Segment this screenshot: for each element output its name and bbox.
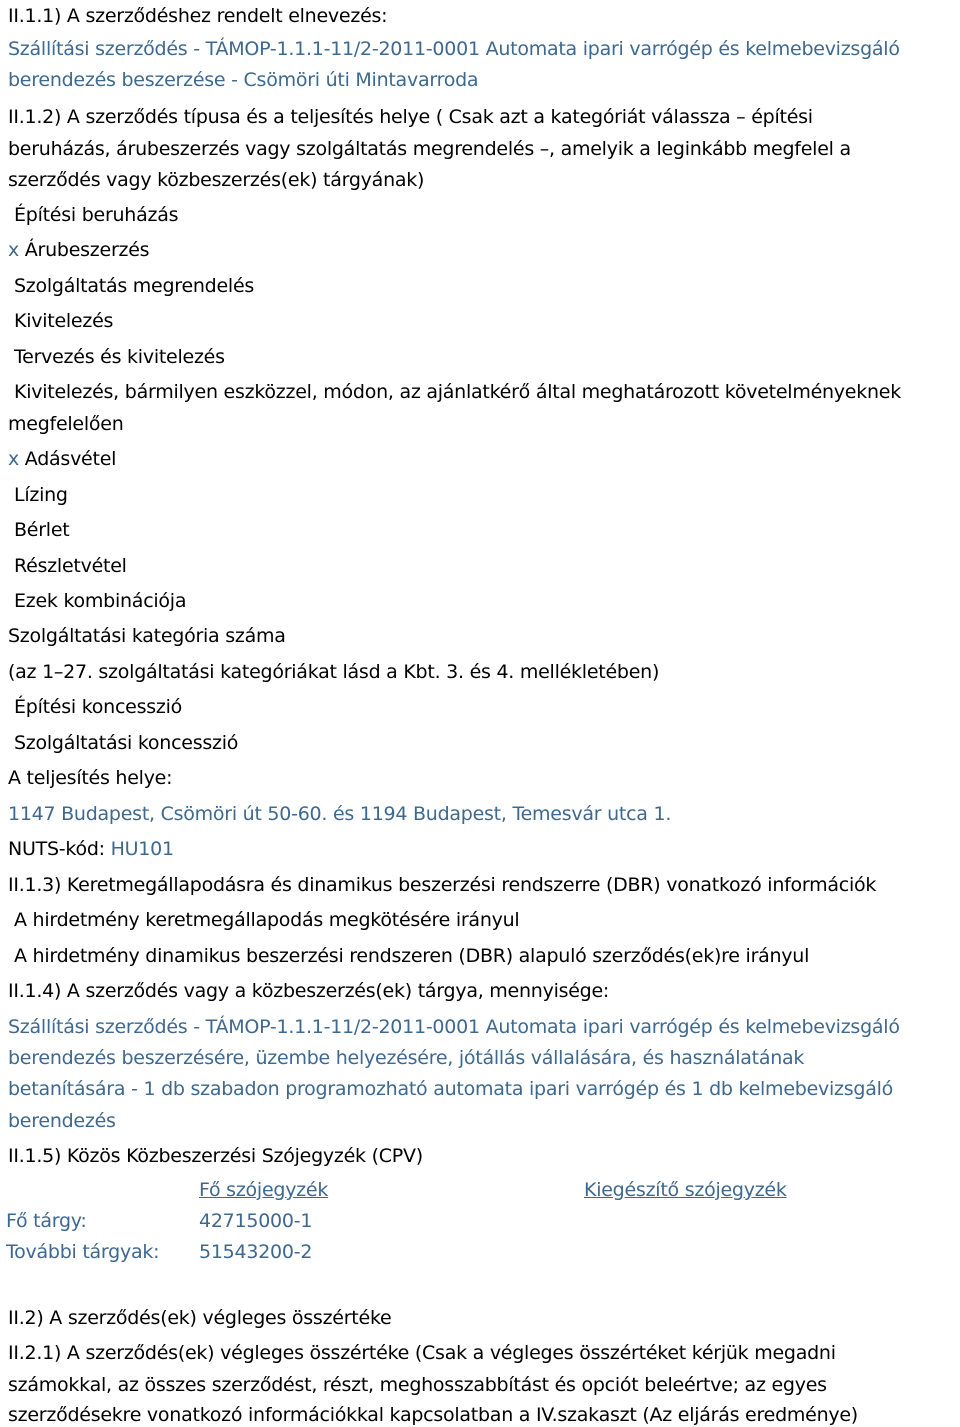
contract-subject-line-3: betanítására - 1 db szabadon programozható automata ipari varrógép és 1 db kelmebevizsgáló	[8, 1078, 894, 1100]
option-arubeszerzes	[8, 238, 149, 262]
option-epitesi-koncesszio: Építési koncesszió	[14, 696, 183, 718]
section-heading-ii-1-2-line-3: szerződés vagy közbeszerzés(ek) tárgyának)	[8, 169, 425, 191]
option-kivitelezes-barmilyen-line-2: megfelelően	[8, 413, 124, 435]
cpv-col-supplementary-vocabulary: Kiegészítő szójegyzék	[584, 1179, 787, 1201]
option-epitesi-beruhazas: Építési beruházás	[14, 204, 179, 226]
contract-name-line-1: Szállítási szerződés - TÁMOP-1.1.1-11/2-2011-0001 Automata ipari varrógép és kelmebevizsgáló	[8, 38, 900, 60]
section-heading-ii-1-3: II.1.3) Keretmegállapodásra és dinamikus beszerzési rendszerre (DBR) vonatkozó információk	[8, 874, 877, 896]
section-heading-ii-1-4: II.1.4) A szerződés vagy a közbeszerzés(ek) tárgya, mennyisége:	[8, 980, 610, 1002]
cpv-row-label-additional-objects: További tárgyak:	[6, 1241, 160, 1263]
selected-mark: x	[8, 239, 19, 261]
contract-subject-line-4: berendezés	[8, 1110, 116, 1132]
place-of-performance-value: 1147 Budapest, Csömöri út 50-60. és 1194 Budapest, Temesvár utca 1.	[8, 803, 672, 825]
cpv-row-code-additional-objects: 51543200-2	[199, 1241, 313, 1263]
contract-subject-line-2: berendezés beszerzésére, üzembe helyezésére, jótállás vállalására, és használatának	[8, 1047, 805, 1069]
option-reszletvetel: Részletvétel	[14, 555, 127, 577]
contract-subject-line-1: Szállítási szerződés - TÁMOP-1.1.1-11/2-2011-0001 Automata ipari varrógép és kelmebevizsgáló	[8, 1016, 900, 1038]
section-heading-ii-1-2-line-2: beruházás, árubeszerzés vagy szolgáltatás megrendelés –, amelyik a leginkább megfelel a	[8, 138, 851, 160]
section-heading-ii-1-5: II.1.5) Közös Közbeszerzési Szójegyzék (CPV)	[8, 1145, 423, 1167]
option-label: Árubeszerzés	[24, 239, 150, 261]
option-tervezes-es-kivitelezes: Tervezés és kivitelezés	[14, 346, 225, 368]
option-kivitelezes: Kivitelezés	[14, 310, 114, 332]
option-ezek-kombinacioja: Ezek kombinációja	[14, 590, 187, 612]
option-szolgaltatasi-koncesszio: Szolgáltatási koncesszió	[14, 732, 239, 754]
option-szolgaltatas-megrendeles: Szolgáltatás megrendelés	[14, 275, 255, 297]
option-adasvetel	[8, 447, 116, 471]
place-of-performance-label: A teljesítés helye:	[8, 767, 173, 789]
section-ii-2-1-line-2: számokkal, az összes szerződést, részt, meghosszabbítást és opciót beleértve; az egyes	[8, 1374, 827, 1396]
service-category-note: (az 1–27. szolgáltatási kategóriákat lásd a Kbt. 3. és 4. mellékletében)	[8, 661, 660, 683]
option-lizing: Lízing	[14, 484, 68, 506]
option-label: Adásvétel	[24, 448, 117, 470]
section-ii-2-1-line-3: szerződésekre vonatkozó információkkal kapcsolatban a IV.szakaszt (Az eljárás eredménye)	[8, 1404, 858, 1426]
section-heading-ii-1-2-line-1: II.1.2) A szerződés típusa és a teljesítés helye ( Csak azt a kategóriát válassza – építési	[8, 106, 813, 128]
option-dynamic-purchasing-system: A hirdetmény dinamikus beszerzési rendszeren (DBR) alapuló szerződés(ek)re irányul	[14, 945, 810, 967]
cpv-row-code-main-object: 42715000-1	[199, 1210, 313, 1232]
option-framework-agreement: A hirdetmény keretmegállapodás megkötésére irányul	[14, 909, 520, 931]
section-heading-ii-2: II.2) A szerződés(ek) végleges összértéke	[8, 1307, 392, 1329]
nuts-code-label: NUTS-kód:	[8, 838, 105, 860]
section-ii-2-1-line-1: II.2.1) A szerződés(ek) végleges összértéke (Csak a végleges összértéket kérjük megadni	[8, 1342, 836, 1364]
service-category-label: Szolgáltatási kategória száma	[8, 625, 286, 647]
cpv-row-label-main-object: Fő tárgy:	[6, 1210, 87, 1232]
cpv-col-main-vocabulary: Fő szójegyzék	[199, 1179, 329, 1201]
contract-name-line-2: berendezés beszerzése - Csömöri úti Mintavarroda	[8, 69, 479, 91]
selected-mark: x	[8, 448, 19, 470]
nuts-code-value: HU101	[110, 838, 174, 860]
option-kivitelezes-barmilyen-line-1: Kivitelezés, bármilyen eszközzel, módon, az ajánlatkérő által meghatározott követelményeknek	[14, 381, 901, 403]
nuts-code	[8, 837, 174, 861]
section-heading-ii-1-1: II.1.1) A szerződéshez rendelt elnevezés:	[8, 5, 388, 27]
option-berlet: Bérlet	[14, 519, 70, 541]
